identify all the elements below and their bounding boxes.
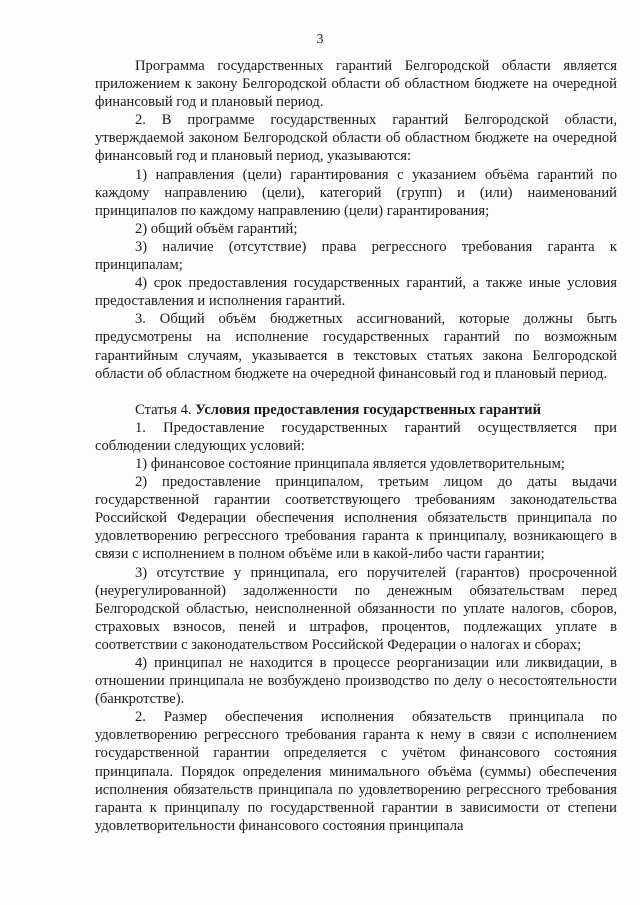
list-item: 3) наличие (отсутствие) права регрессного требования гаранта к принципалам; [95,238,617,274]
article-title: Условия предоставления государственных гарантий [195,401,541,418]
list-item: 3) отсутствие у принципала, его поручителей (гарантов) просроченной (неурегулированной) задолженности по денежным обязательствам перед Белгородской областью, неисполненной обязанности по уплате налогов, сборов, страховых взносов, пеней и штрафов, процентов, подлежащих уплате в соответствии с законодательством Российской Федерации о налогах и сборах; [95,564,617,653]
list-item: 2) общий объём гарантий; [135,220,298,237]
article-heading [95,401,617,419]
list-item: 1) направления (цели) гарантирования с указанием объёма гарантий по каждому направлению (цели), категорий (групп) и (или) наименований принципалов по каждому направлению (цели) гарантирования; [95,166,617,219]
paragraph: Программа государственных гарантий Белгородской области является приложением к закону Белгородской области об областном бюджете на очередной финансовый год и плановый период. [95,58,617,111]
paragraph: 1. Предоставление государственных гарантий осуществляется при соблюдении следующих условий: [95,419,617,454]
list-item: 4) принципал не находится в процессе реорганизации или ликвидации, в отношении принципала не возбуждено производство по делу о несостоятельности (банкротстве). [95,655,617,708]
list-item: 1) финансовое состояние принципала является удовлетворительным; [135,455,565,472]
section-gap [95,383,617,401]
page-number: 3 [316,32,324,47]
list-item: 4) срок предоставления государственных гарантий, а также иные условия предоставления и исполнения гарантий. [95,275,617,310]
paragraph: 2. Размер обеспечения исполнения обязательств принципала по удовлетворению регрессного требования гаранта к нему в связи с исполнением государственной гарантии определяется с учётом финансового состояния принципала. Порядок определения минимального объёма (суммы) обеспечения исполнения обязательств принципала по удовлетворению регрессного требования гаранта к принципалу по государственной гарантии в зависимости от степени удовлетворительности финансового состояния принципала [95,709,617,834]
list-item: 2) предоставление принципалом, третьим лицом до даты выдачи государственной гарантии соответствующего требованиям законодательства Российской Федерации обеспечения исполнения обязательств принципала по удовлетворению регрессного требования гаранта к принципалу, возникающего в связи с исполнением в полном объёме или в какой-либо части гарантии; [95,474,617,563]
document-body [95,57,617,835]
article-prefix: Статья 4. [135,401,196,418]
paragraph: 2. В программе государственных гарантий Белгородской области, утверждаемой законом Белгородской области об областном бюджете на очередной финансовый год и плановый период, указываются: [95,112,617,165]
paragraph: 3. Общий объём бюджетных ассигнований, которые должны быть предусмотрены на исполнение государственных гарантий по возможным гарантийным случаям, указывается в текстовых статьях закона Белгородской области об областном бюджете на очередной финансовый год и плановый период. [95,311,617,382]
